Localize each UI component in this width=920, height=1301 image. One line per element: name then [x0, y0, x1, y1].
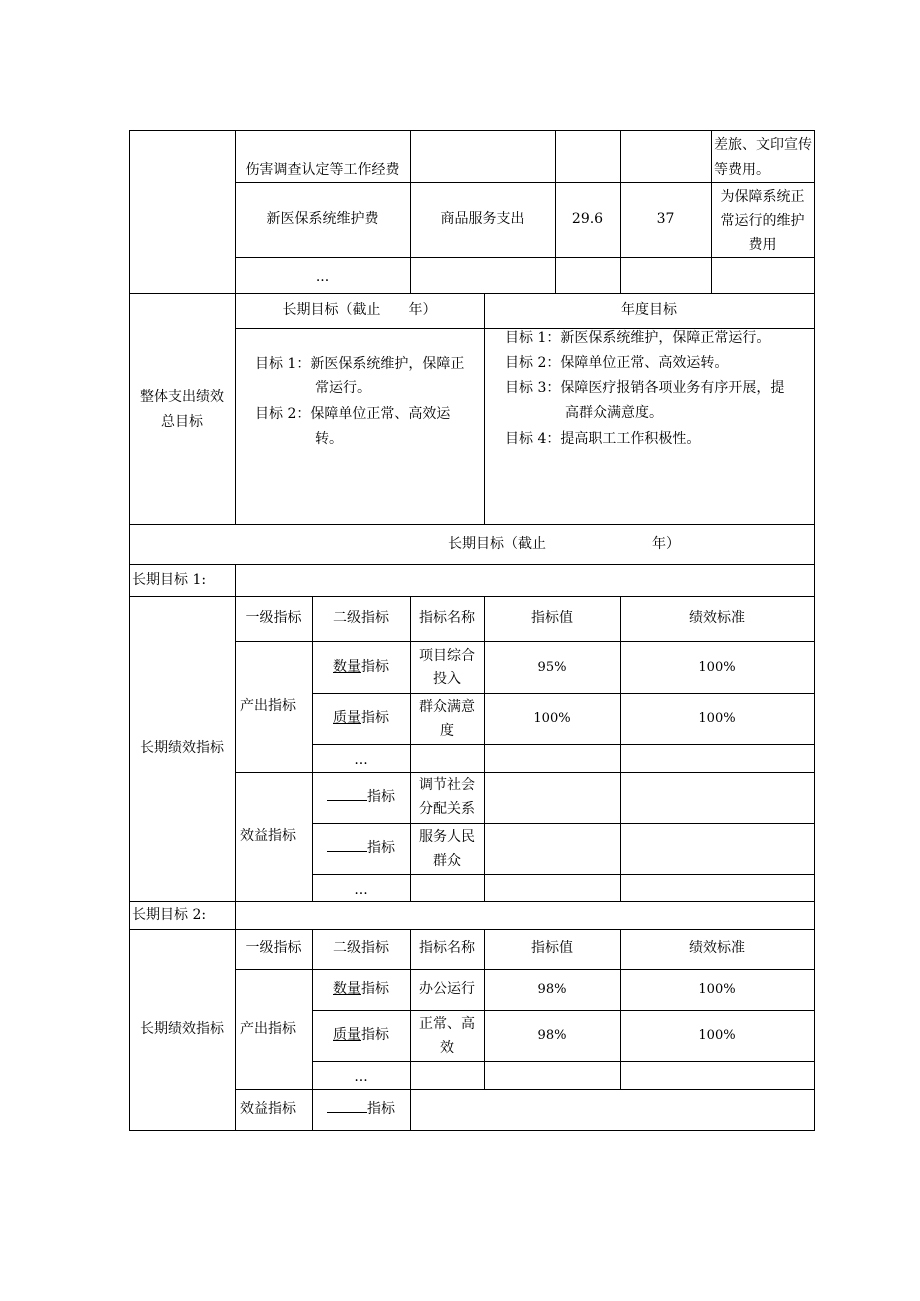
year-goal-3-line2: 高群众满意度。: [565, 405, 663, 421]
block1-qty-indicator: 数量指标: [333, 659, 389, 675]
year-goal-1: 目标 1：新医保系统维护，保障正常运行。: [505, 330, 771, 346]
block1-header-value: 指标值: [531, 610, 573, 626]
row2-item-name: 新医保系统维护费: [266, 211, 379, 227]
block1-side-label: 长期绩效指标: [140, 740, 224, 756]
block2-benefit1-indicator: 指标: [312, 1097, 410, 1122]
year-goal-header: 年度目标: [621, 302, 677, 318]
block1-qty-name-line1: 项目综合: [419, 648, 475, 664]
row1-item-name: 伤害调查认定等工作经费: [245, 162, 400, 178]
block1-qual-name-line1: 群众满意: [419, 699, 475, 715]
block2-header-level1: 一级指标: [245, 940, 302, 956]
long-goal-2-line2: 转。: [315, 431, 343, 447]
block1-output-label: 产出指标: [240, 698, 296, 714]
row2-note-line2: 常运行的维护: [720, 213, 805, 229]
block1-header-standard: 绩效标准: [689, 610, 745, 626]
block1-benefit2-name-line2: 群众: [433, 853, 461, 869]
block2-header-value: 指标值: [531, 940, 573, 956]
row2-value2: 37: [656, 211, 675, 227]
year-goal-2: 目标 2：保障单位正常、高效运转。: [505, 355, 729, 371]
row2-category: 商品服务支出: [440, 211, 525, 227]
block1-benefit2-indicator: 指标: [312, 836, 410, 861]
row1-note-line2: 等费用。: [714, 162, 770, 178]
block2-output-label: 产出指标: [240, 1021, 296, 1037]
block2-qual-name-line1: 正常、高: [419, 1016, 475, 1032]
row3-ellipsis: ...: [315, 269, 330, 285]
block1-qual-name-line2: 度: [440, 723, 454, 739]
block1-output-ellipsis: ...: [354, 752, 368, 768]
block1-qty-standard: 100%: [698, 660, 736, 675]
block2-header-name: 指标名称: [419, 940, 475, 956]
block2-output-ellipsis: ...: [354, 1069, 368, 1085]
block1-header-level1: 一级指标: [245, 610, 302, 626]
block1-qual-value: 100%: [533, 711, 571, 726]
block1-benefit1-indicator: 指标: [312, 785, 410, 810]
long-goal-2-line1: 目标 2：保障单位正常、高效运: [255, 406, 451, 422]
block2-qual-name-line2: 效: [440, 1040, 454, 1056]
block1-header-name: 指标名称: [419, 610, 475, 626]
block2-qty-value: 98%: [537, 982, 567, 997]
year-goal-4: 目标 4：提高职工工作积极性。: [505, 431, 701, 447]
block2-qty-indicator: 数量指标: [333, 981, 389, 997]
block1-qual-standard: 100%: [698, 711, 736, 726]
block1-qty-value: 95%: [537, 660, 567, 675]
block1-header-level2: 二级指标: [333, 610, 389, 626]
row2-note-line3: 费用: [748, 237, 777, 253]
overall-label-line1: 整体支出绩效: [140, 389, 224, 405]
block1-qual-indicator: 质量指标: [333, 710, 389, 726]
year-goal-3-line1: 目标 3：保障医疗报销各项业务有序开展，提: [505, 380, 785, 396]
block1-benefit-ellipsis: ...: [354, 882, 368, 898]
block2-qual-value: 98%: [537, 1028, 567, 1043]
block2-header-standard: 绩效标准: [689, 940, 745, 956]
long-goal-header: 长期目标（截止 年）: [282, 302, 437, 318]
row1-note-line1: 差旅、文印宣传: [714, 137, 812, 153]
block2-benefit-label: 效益指标: [240, 1101, 296, 1117]
long-target-title-b: 年）: [652, 536, 680, 552]
long-goal-1-line1: 目标 1：新医保系统维护，保障正: [255, 356, 465, 372]
block1-benefit1-name-line2: 分配关系: [419, 801, 475, 817]
long-target-2-label: 长期目标 2:: [132, 907, 207, 923]
block2-qual-indicator: 质量指标: [333, 1027, 389, 1043]
block2-side-label: 长期绩效指标: [140, 1021, 224, 1037]
long-target-1-label: 长期目标 1:: [132, 572, 207, 588]
block2-header-level2: 二级指标: [333, 940, 389, 956]
overall-label-line2: 总目标: [161, 414, 203, 430]
block1-benefit-label: 效益指标: [240, 828, 296, 844]
block2-qty-standard: 100%: [698, 982, 736, 997]
row2-value1: 29.6: [571, 211, 604, 227]
block2-qual-standard: 100%: [698, 1028, 736, 1043]
block1-benefit1-name-line1: 调节社会: [419, 777, 475, 793]
long-goal-1-line2: 常运行。: [315, 380, 371, 396]
block2-qty-name: 办公运行: [419, 981, 475, 997]
block1-benefit2-name-line1: 服务人民: [419, 829, 475, 845]
row2-note-line1: 为保障系统正: [720, 189, 805, 205]
block1-qty-name-line2: 投入: [433, 671, 461, 687]
long-target-title-a: 长期目标（截止: [448, 536, 546, 552]
